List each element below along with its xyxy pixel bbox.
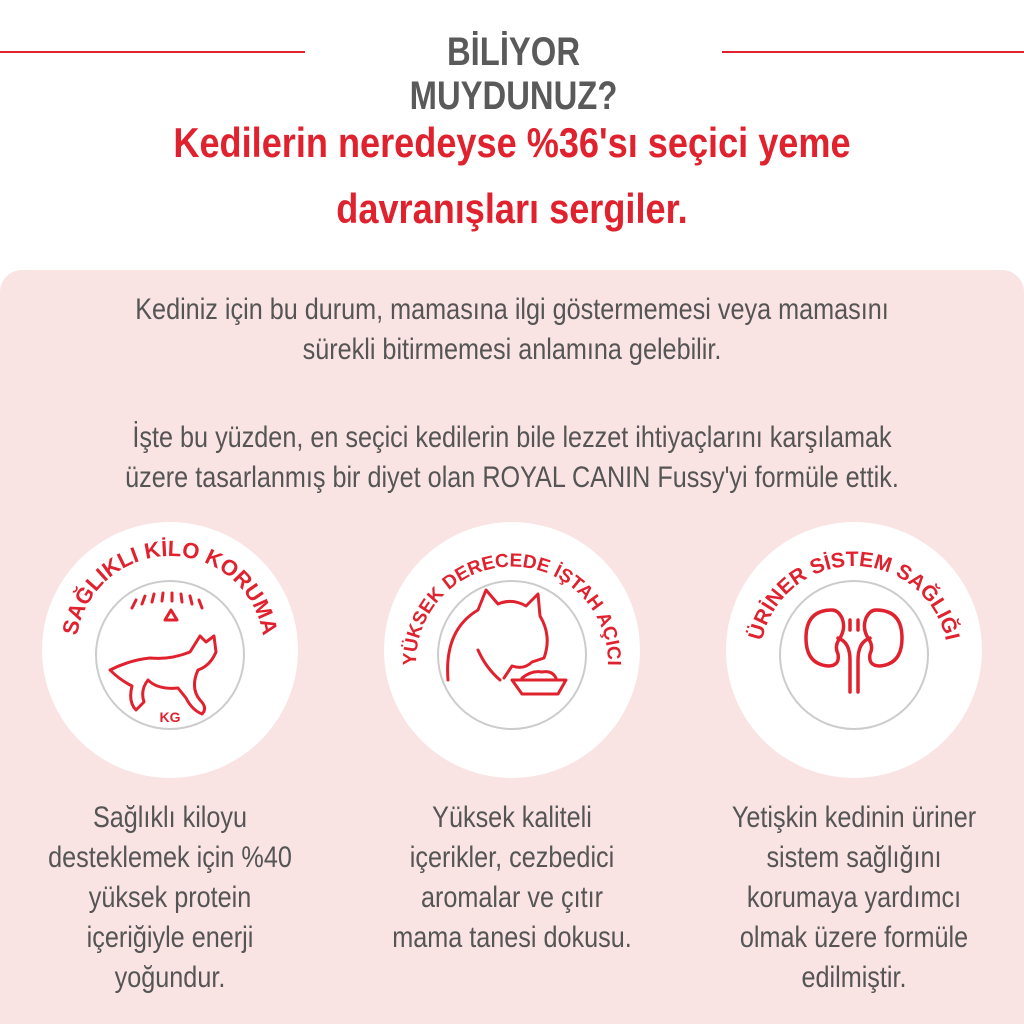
caption-line: Yetişkin kedinin üriner <box>731 801 977 834</box>
caption-line: desteklemek için %40 <box>48 841 292 874</box>
paragraph-2 <box>99 418 926 498</box>
caption-line: korumaya yardımcı <box>746 881 962 914</box>
headline <box>106 110 918 242</box>
caption-line: sistem sağlığını <box>766 841 942 874</box>
caption-line: Yüksek kaliteli <box>432 801 592 834</box>
paragraph-2-line-1: İşte bu yüzden, en seçici kedilerin bile lezzet ihtiyaçlarını karşılamak <box>132 421 892 454</box>
caption-line: olmak üzere formüle <box>739 921 969 954</box>
badge-healthy-weight <box>40 520 300 780</box>
paragraph-1-line-2: sürekli bitirmemesi anlamına gelebilir. <box>302 333 722 366</box>
badge-healthy-weight-graphic <box>40 520 300 780</box>
badge-appetite-label: YÜKSEK DERECEDE İŞTAH AÇICI <box>399 550 625 666</box>
caption-line: mama tanesi dokusu. <box>392 921 632 954</box>
badge-urinary-label: ÜRİNER SİSTEM SAĞLIĞI <box>744 547 964 643</box>
caption-line: Sağlıklı kiloyu <box>92 801 248 834</box>
caption-line: edilmiştir. <box>801 961 907 994</box>
badge-urinary <box>724 520 984 780</box>
caption-healthy-weight <box>31 798 308 998</box>
paragraph-1 <box>99 290 926 370</box>
paragraph-2-line-2: üzere tasarlanmış bir diyet olan ROYAL CANIN Fussy'yi formüle ettik. <box>125 461 899 494</box>
kg-label: KG <box>159 709 181 725</box>
paragraph-1-line-1: Kediniz için bu durum, mamasına ilgi göstermemesi veya mamasını <box>135 293 889 326</box>
headline-line-1: Kedilerin neredeyse %36'sı seçici yeme <box>173 119 851 166</box>
header-rule-right <box>722 51 1024 53</box>
header-rule-left <box>0 51 305 53</box>
caption-line: yüksek protein <box>88 881 252 914</box>
caption-line: yoğundur. <box>114 961 226 994</box>
caption-line: aromalar ve çıtır <box>420 881 604 914</box>
caption-line: içeriğiyle enerji <box>86 921 254 954</box>
badge-healthy-weight-label: SAĞLIKLI KİLO KORUMA <box>57 535 283 638</box>
badge-appetite <box>382 520 642 780</box>
badge-appetite-graphic <box>382 520 642 780</box>
badge-urinary-graphic <box>724 520 984 780</box>
caption-urinary <box>715 798 992 998</box>
headline-line-2: davranışları sergiler. <box>336 185 688 232</box>
caption-appetite <box>373 798 650 958</box>
header-row <box>0 30 1024 118</box>
caption-line: içerikler, cezbedici <box>409 841 615 874</box>
kicker-title: BİLİYOR MUYDUNUZ? <box>409 30 618 118</box>
